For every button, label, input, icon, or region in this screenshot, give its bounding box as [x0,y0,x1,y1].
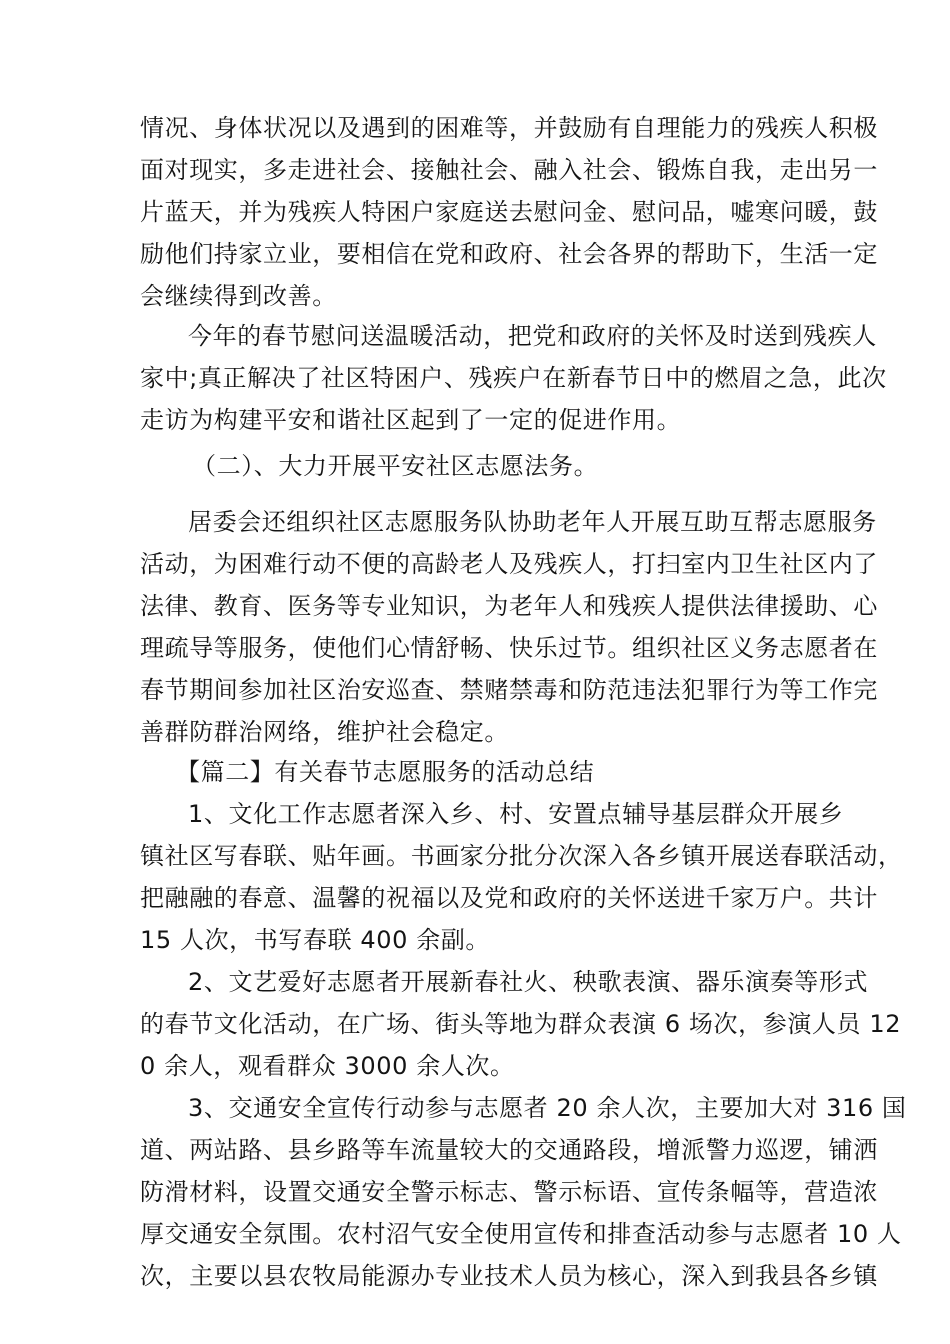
text-line: 1、文化工作志愿者深入乡、村、安置点辅导基层群众开展乡 [188,800,844,828]
text-line: 防滑材料，设置交通安全警示标志、警示标语、宣传条幅等，营造浓 [140,1178,878,1206]
text-line: 次，主要以县农牧局能源办专业技术人员为核心，深入到我县各乡镇 [140,1262,878,1290]
text-line: 走访为构建平安和谐社区起到了一定的促进作用。 [140,406,682,434]
text-line: 厚交通安全氛围。农村沼气安全使用宣传和排查活动参与志愿者 10 人 [140,1220,902,1248]
text-line: 0 余人，观看群众 3000 余人次。 [140,1052,515,1080]
text-line: 家中;真正解决了社区特困户、残疾户在新春节日中的燃眉之急，此次 [140,364,887,392]
text-line: 镇社区写春联、贴年画。书画家分批分次深入各乡镇开展送春联活动， [140,842,903,870]
text-line: 法律、教育、医务等专业知识，为老年人和残疾人提供法律援助、心 [140,592,878,620]
text-line: 励他们持家立业，要相信在党和政府、社会各界的帮助下，生活一定 [140,240,878,268]
text-line: 情况、身体状况以及遇到的困难等，并鼓励有自理能力的残疾人积极 [140,114,878,142]
text-line: 3、交通安全宣传行动参与志愿者 20 余人次，主要加大对 316 国 [188,1094,907,1122]
text-line: 善群防群治网络，维护社会稳定。 [140,718,509,746]
section-title: 【篇二】有关春节志愿服务的活动总结 [176,758,595,786]
text-line: 居委会还组织社区志愿服务队协助老年人开展互助互帮志愿服务 [188,508,877,536]
text-line: 会继续得到改善。 [140,282,337,310]
text-line: 15 人次，书写春联 400 余副。 [140,926,491,954]
section-heading: （二）、大力开展平安社区志愿法务。 [192,452,599,480]
text-line: 的春节文化活动，在广场、街头等地为群众表演 6 场次，参演人员 12 [140,1010,902,1038]
text-line: 面对现实，多走进社会、接触社会、融入社会、锻炼自我，走出另一 [140,156,878,184]
text-line: 片蓝天，并为残疾人特困户家庭送去慰问金、慰问品，嘘寒问暖，鼓 [140,198,878,226]
text-line: 活动，为困难行动不便的高龄老人及残疾人，打扫室内卫生社区内了 [140,550,878,578]
text-line: 道、两站路、县乡路等车流量较大的交通路段，增派警力巡逻，铺洒 [140,1136,878,1164]
text-line: 今年的春节慰问送温暖活动，把党和政府的关怀及时送到残疾人 [188,322,877,350]
text-line: 理疏导等服务，使他们心情舒畅、快乐过节。组织社区义务志愿者在 [140,634,878,662]
text-line: 2、文艺爱好志愿者开展新春社火、秧歌表演、器乐演奏等形式 [188,968,869,996]
text-line: 把融融的春意、温馨的祝福以及党和政府的关怀送进千家万户。共计 [140,884,878,912]
text-line: 春节期间参加社区治安巡查、禁赌禁毒和防范违法犯罪行为等工作完 [140,676,878,704]
